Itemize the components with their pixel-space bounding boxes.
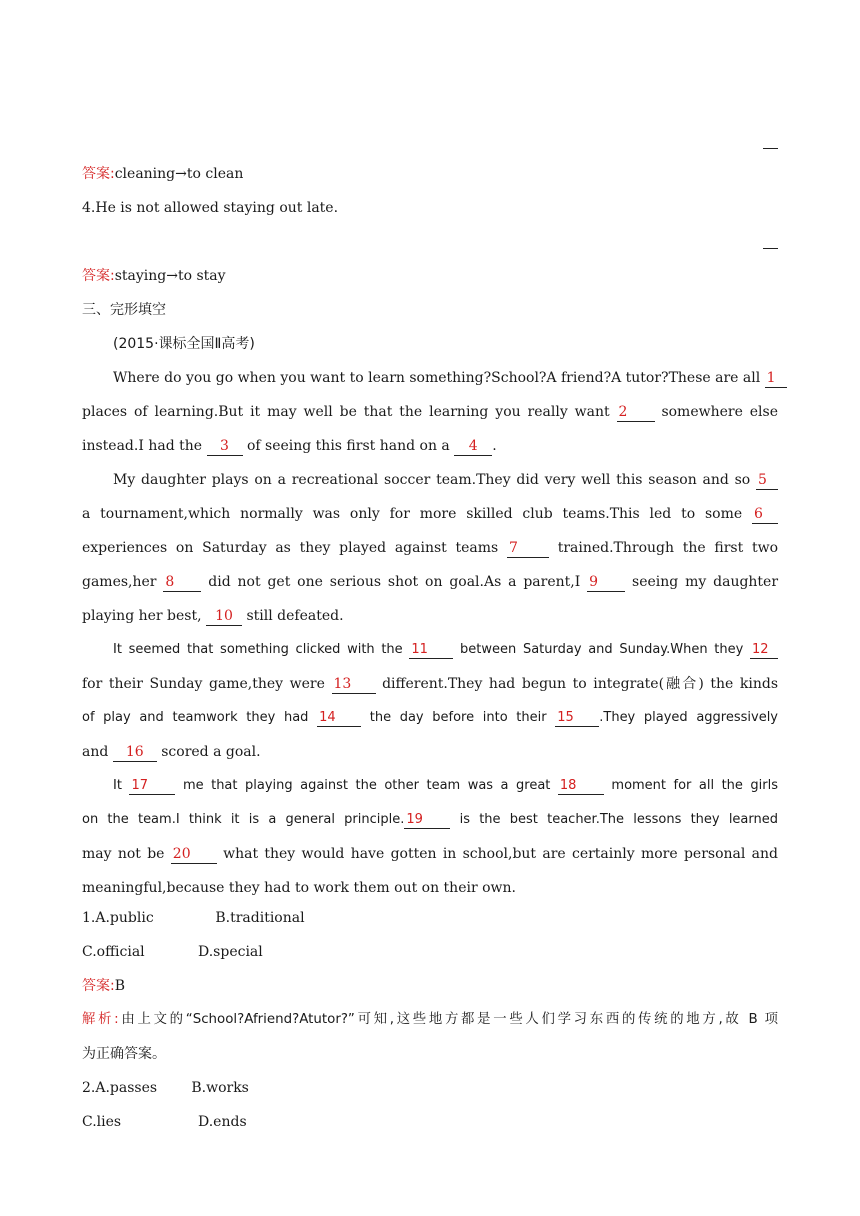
text: experiences on Saturday as they played against teams [82, 540, 499, 556]
question-number: 1. [82, 910, 96, 926]
passage-line [82, 538, 778, 558]
blank-16: 16 [113, 744, 157, 762]
passage-line [82, 606, 778, 626]
blank-15: 15 [555, 709, 599, 727]
blank-12: 12 [750, 641, 778, 659]
text: what they would have gotten in school,but are certainly more personal and [223, 846, 778, 862]
blank-4: 4 [454, 438, 492, 456]
text: is the best teacher.The lessons they learned [459, 812, 779, 827]
blank-6: 6 [752, 506, 778, 524]
question-text: 4.He is not allowed staying out late. [82, 200, 339, 216]
text: scored a goal. [161, 744, 261, 760]
question-2-options [82, 1078, 778, 1098]
text: of play and teamwork they had [82, 710, 309, 725]
analysis-line [82, 1044, 778, 1064]
text: on the team.I think it is a general principle. [82, 812, 405, 827]
passage-line [82, 810, 778, 830]
text: the day before into their [369, 710, 547, 725]
blank-13: 13 [332, 676, 376, 694]
text: between Saturday and Sunday.When they [460, 642, 744, 657]
answer-line [82, 266, 778, 286]
passage-line [82, 436, 778, 456]
text: It seemed that something clicked with the [113, 642, 403, 657]
passage-line [113, 470, 778, 490]
analysis-text: 由上文的“School?Afriend?Atutor?”可知,这些地方都是一些人们学习东西的传统的地方,故 B 项 [118, 1012, 779, 1027]
blank-17: 17 [129, 777, 175, 795]
text: a tournament,which normally was only for more skilled club teams.This led to some [82, 506, 743, 522]
passage-line [82, 844, 778, 864]
passage-line [82, 572, 778, 592]
text: Where do you go when you want to learn something?School?A friend?A tutor?These are all [113, 370, 761, 386]
blank-7: 7 [507, 540, 549, 558]
answer-label: 答案: [82, 978, 115, 994]
text: My daughter plays on a recreational soccer team.They did very well this season and so [113, 472, 751, 488]
blank-20: 20 [171, 846, 217, 864]
answer-label: 答案: [82, 268, 115, 284]
question-1-options [82, 908, 778, 928]
text: may not be [82, 846, 165, 862]
answer-line [82, 164, 778, 184]
text: and [82, 744, 109, 760]
option-d: D.special [198, 944, 263, 960]
text: playing her best, [82, 608, 202, 624]
passage-line [113, 368, 778, 388]
passage-line [82, 402, 778, 422]
text: still defeated. [246, 608, 344, 624]
analysis-label: 解析: [82, 1012, 119, 1027]
text: . [492, 438, 497, 454]
analysis-line [82, 1010, 778, 1030]
blank-19: 19 [404, 811, 450, 829]
text: meaningful,because they had to work them out on their own. [82, 880, 516, 896]
text: for their Sunday game,they were [82, 676, 325, 692]
blank-5: 5 [756, 472, 778, 490]
text: did not get one serious shot on goal.As a parent,I [208, 574, 581, 590]
section-title: 三、完形填空 [82, 302, 166, 318]
answer-line-mark [763, 148, 778, 149]
answer-label: 答案: [82, 166, 115, 182]
text: seeing my daughter [632, 574, 779, 590]
text: .They played aggressively [599, 710, 779, 725]
passage-line [82, 878, 778, 898]
text: It [113, 778, 122, 793]
passage-line [82, 742, 778, 762]
option-a: A.public [95, 910, 154, 926]
answer-text: cleaning→to clean [114, 166, 244, 182]
blank-2: 2 [617, 404, 655, 422]
answer-line-mark [763, 248, 778, 249]
option-c: C.lies [82, 1114, 122, 1130]
text: me that playing against the other team was a great [182, 778, 551, 793]
text: places of learning.But it may well be that the learning you really want [82, 404, 610, 420]
text: trained.Through the first two [557, 540, 779, 556]
option-d: D.ends [198, 1114, 247, 1130]
question-number: 2. [82, 1080, 96, 1096]
option-b: B.works [191, 1080, 249, 1096]
text: of seeing this first hand on a [246, 438, 450, 454]
blank-10: 10 [206, 608, 242, 626]
text: somewhere else [661, 404, 779, 420]
text: instead.I had the [82, 438, 203, 454]
blank-8: 8 [163, 574, 201, 592]
passage-line [82, 708, 778, 728]
blank-11: 11 [409, 641, 453, 659]
answer-text: B [114, 978, 126, 994]
blank-18: 18 [558, 777, 604, 795]
passage-line [113, 776, 778, 796]
option-c: C.official [82, 944, 145, 960]
blank-1: 1 [765, 370, 787, 388]
text: games,her [82, 574, 157, 590]
blank-9: 9 [587, 574, 625, 592]
text: different.They had begun to integrate(融合) the kinds [382, 676, 779, 692]
option-b: B.traditional [215, 910, 305, 926]
blank-14: 14 [317, 709, 361, 727]
question-4 [82, 198, 778, 218]
passage-line [82, 504, 778, 524]
text: moment for all the girls [611, 778, 778, 793]
source-label: (2015·课标全国Ⅱ高考) [113, 336, 255, 352]
question-2-options [82, 1112, 778, 1132]
blank-3: 3 [207, 438, 243, 456]
question-1-options [82, 942, 778, 962]
passage-line [82, 674, 778, 694]
answer-text: staying→to stay [114, 268, 226, 284]
passage-line [113, 640, 778, 660]
option-a: A.passes [95, 1080, 158, 1096]
analysis-text: 为正确答案。 [82, 1046, 166, 1062]
answer-line [82, 976, 778, 996]
